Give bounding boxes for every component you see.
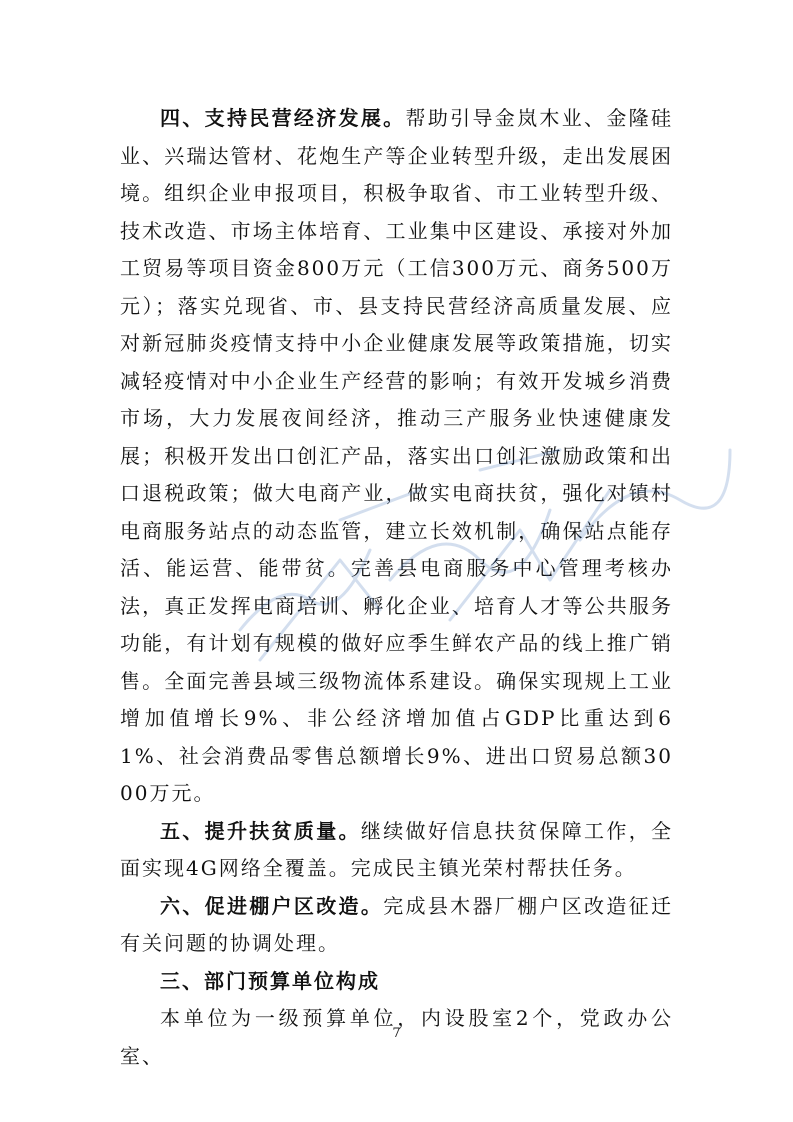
paragraph-body: 继续做好信息扶贫保障工作，全面实现4G网络全覆盖。完成民主镇光荣村帮扶任务。 [120, 818, 674, 880]
paragraph-lead: 四、支持民营经济发展。 [160, 106, 406, 130]
paragraph-lead: 六、促进棚户区改造。 [160, 893, 384, 918]
paragraph-shanty-renovation [120, 888, 673, 963]
page-content [120, 100, 673, 1075]
paragraph-body: 帮助引导金岚木业、金隆硅业、兴瑞达管材、花炮生产等企业转型升级，走出发展困境。组织企业申报项目，积极争取省、市工业转型升级、技术改造、市场主体培育、工业集中区建设、承接对外加工贸易等项目资金800万元（工信300万元、商务500万元）；落实兑现省、市、县支持民营经济高质量发展、应对新冠肺炎疫情支持中小企业健康发展等政策措施，切实减轻疫情对中小企业生产经营的影响；有效开发城乡消费市场，大力发展夜间经济，推动三产服务业快速健康发展；积极开发出口创汇产品，落实出口创汇激励政策和出口退税政策；做大电商产业，做实电商扶贫，强化对镇村电商服务站点的动态监管，建立长效机制，确保站点能存活、能运营、能带贫。完善县电商服务中心管理考核办法，真正发挥电商培训、孵化企业、培育人才等公共服务功能，有计划有规模的做好应季生鲜农产品的线上推广销售。全面完善县域三级物流体系建设。确保实现规上工业增加值增长9%、非公经济增加值占GDP比重达到61%、社会消费品零售总额增长9%、进出口贸易总额3000万元。 [120, 106, 673, 805]
paragraph-unit-composition: 本单位为一级预算单位，内设股室2个，党政办公室、 [120, 1006, 673, 1068]
paragraph-private-economy [120, 100, 673, 813]
paragraph-lead: 五、提升扶贫质量。 [160, 818, 361, 843]
page-number: 7 [392, 1026, 401, 1041]
section-heading: 三、部门预算单位构成 [160, 968, 380, 993]
paragraph-body: 完成县木器厂棚户区改造征迁有关问题的协调处理。 [120, 893, 674, 955]
paragraph-poverty [120, 813, 673, 888]
